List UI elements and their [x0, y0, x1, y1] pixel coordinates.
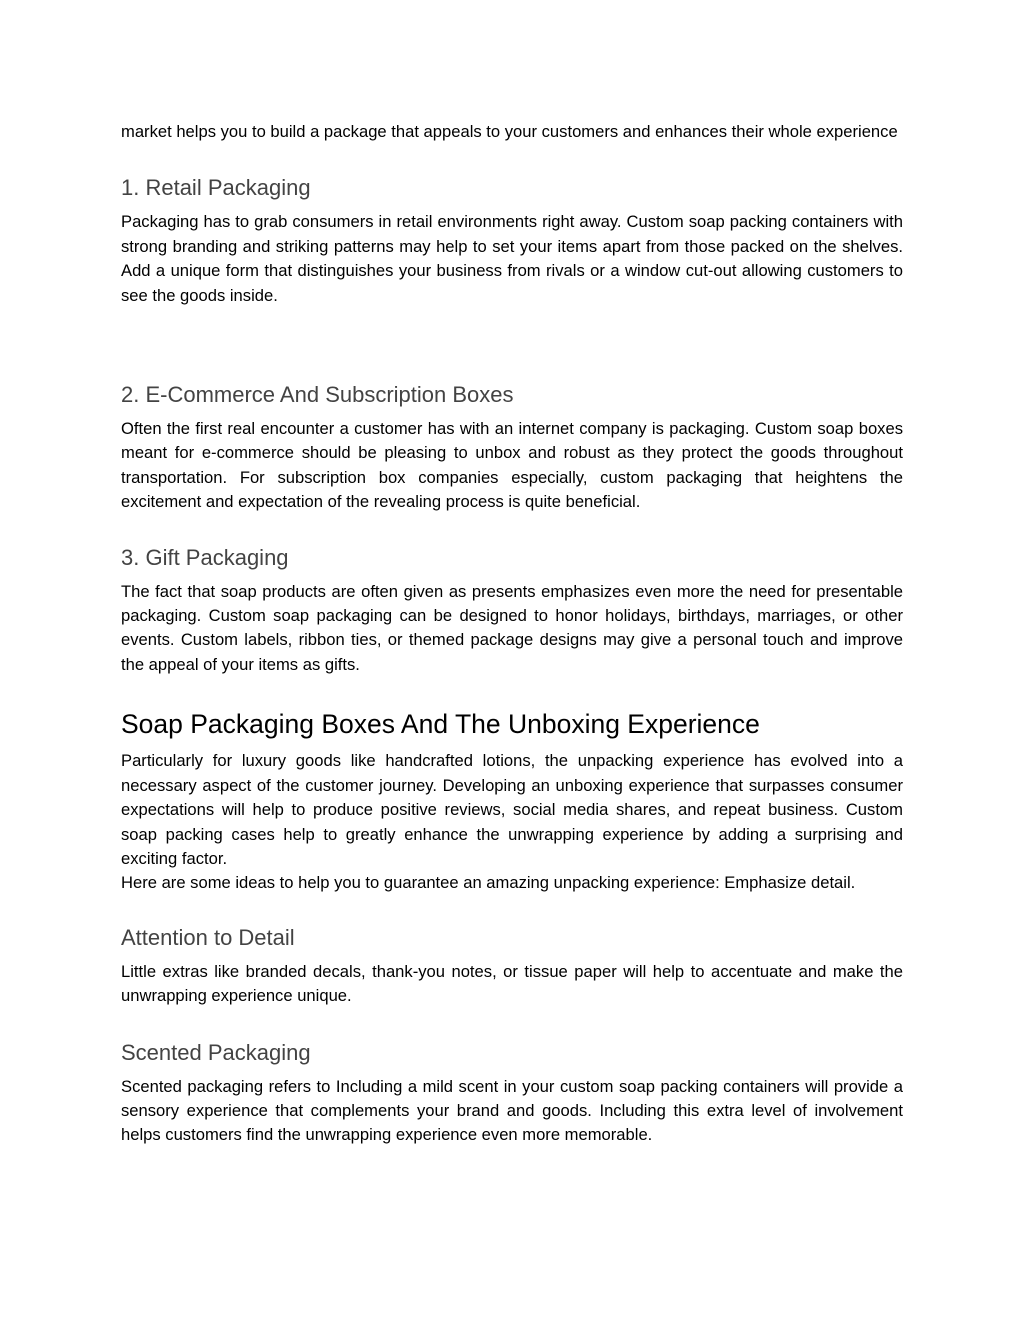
paragraph-retail-packaging: Packaging has to grab consumers in retail environments right away. Custom soap packing containers with strong branding and striking patterns may help to set your items apart from those packed on the shelves. Add a unique form that distinguishes your business from rivals or a window cut-out allowing customers to see the goods inside.: [121, 212, 903, 305]
heading-unboxing-experience: Soap Packaging Boxes And The Unboxing Experience: [121, 709, 760, 740]
paragraph-gift-packaging: The fact that soap products are often given as presents emphasizes even more the need for presentable packaging. Custom soap packaging can be designed to honor holidays, birthdays, marriages, or other events. Custom labels, ribbon ties, or themed package designs may give a personal touch and improve the appeal of your items as gifts.: [121, 581, 903, 674]
intro-paragraph: market helps you to build a package that appeals to your customers and enhances their whole experience: [121, 122, 898, 141]
heading-scented-packaging: Scented Packaging: [121, 1039, 311, 1065]
heading-gift-packaging: 3. Gift Packaging: [121, 544, 289, 570]
heading-attention-to-detail: Attention to Detail: [121, 924, 295, 950]
paragraph-attention-to-detail: Little extras like branded decals, thank-you notes, or tissue paper will help to accentuate and make the unwrapping experience unique.: [121, 961, 903, 1006]
paragraph-scented-packaging: Scented packaging refers to Including a mild scent in your custom soap packing containers will provide a sensory experience that complements your brand and goods. Including this extra level of involvement helps customers find the unwrapping experience even more memorable.: [121, 1076, 903, 1145]
paragraph-unboxing-2: Here are some ideas to help you to guarantee an amazing unpacking experience: Emphasize detail.: [121, 873, 856, 893]
paragraph-unboxing-1: Particularly for luxury goods like handcrafted lotions, the unpacking experience has evolved into a necessary aspect of the customer journey. Developing an unboxing experience that surpasses consumer expectations will help to produce positive reviews, social media shares, and repeat business. Custom soap packing cases help to greatly enhance the unwrapping experience by adding a surprising and exciting factor.: [121, 751, 903, 868]
heading-ecommerce-boxes: 2. E-Commerce And Subscription Boxes: [121, 382, 514, 408]
paragraph-ecommerce-boxes: Often the first real encounter a customer has with an internet company is packaging. Custom soap boxes meant for e-commerce should be pleasing to unbox and robust as they protect the goods throughout transportation. For subscription box companies especially, custom packaging that heightens the excitement and expectation of the revealing process is quite beneficial.: [121, 419, 903, 512]
heading-retail-packaging: 1. Retail Packaging: [121, 175, 311, 201]
